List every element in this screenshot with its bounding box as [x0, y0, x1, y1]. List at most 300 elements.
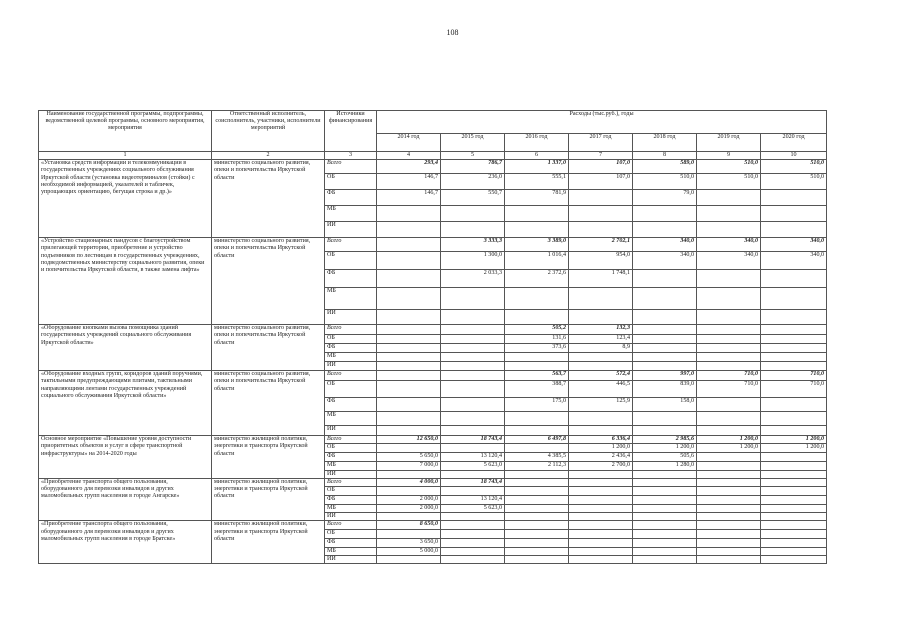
value-cell	[697, 453, 761, 462]
value-cell	[697, 288, 761, 310]
value-cell: 2 033,3	[441, 270, 505, 288]
value-cell	[505, 288, 569, 310]
value-cell: 510,0	[697, 160, 761, 174]
value-cell: 8,9	[569, 344, 633, 353]
header-year: 2016 год	[505, 133, 569, 151]
value-cell: 107,0	[569, 174, 633, 190]
value-cell	[697, 344, 761, 353]
value-cell	[633, 412, 697, 426]
funding-source-cell: ИИ	[325, 513, 377, 521]
funding-source-cell: ФБ	[325, 270, 377, 288]
value-cell	[761, 362, 827, 371]
value-cell	[697, 398, 761, 412]
value-cell: 7 000,0	[377, 462, 441, 470]
value-cell: 563,7	[505, 371, 569, 381]
value-cell	[633, 538, 697, 547]
funding-source-cell: Всего	[325, 436, 377, 444]
value-cell: 1 300,0	[441, 252, 505, 270]
value-cell	[441, 222, 505, 238]
value-cell	[441, 487, 505, 496]
value-cell	[441, 344, 505, 353]
value-cell: 340,0	[697, 252, 761, 270]
header-year: 2017 год	[569, 133, 633, 151]
value-cell	[377, 344, 441, 353]
header-funding-source: Источники финансирования	[325, 111, 377, 152]
value-cell	[761, 222, 827, 238]
funding-source-cell: МБ	[325, 288, 377, 310]
value-cell	[761, 529, 827, 538]
header-year: 2020 год	[761, 133, 827, 151]
value-cell	[441, 521, 505, 529]
value-cell	[377, 412, 441, 426]
value-cell: 550,7	[441, 190, 505, 206]
expenses-table	[38, 110, 827, 564]
value-cell	[377, 288, 441, 310]
value-cell	[697, 470, 761, 478]
value-cell: 2 985,6	[633, 436, 697, 444]
value-cell	[569, 206, 633, 222]
funding-source-cell: ИИ	[325, 362, 377, 371]
table-row	[39, 371, 827, 381]
value-cell	[633, 496, 697, 505]
value-cell	[633, 555, 697, 563]
value-cell	[505, 547, 569, 555]
value-cell	[377, 529, 441, 538]
program-name-cell: «Приобретение транспорта общего пользования, оборудованного для перевозки инвалидов и других маломобильных групп населения в городе Братске»	[39, 521, 212, 564]
funding-source-cell: Всего	[325, 238, 377, 252]
value-cell	[377, 371, 441, 381]
value-cell	[761, 206, 827, 222]
value-cell	[505, 521, 569, 529]
value-cell: 13 120,4	[441, 496, 505, 505]
value-cell	[761, 453, 827, 462]
funding-source-cell: МБ	[325, 206, 377, 222]
funding-source-cell: ФБ	[325, 398, 377, 412]
header-executor: Ответственный исполнитель, соисполнитель, участники, исполнители мероприятий	[212, 111, 325, 152]
value-cell: 2 700,0	[569, 462, 633, 470]
value-cell	[441, 426, 505, 436]
value-cell	[441, 444, 505, 453]
value-cell	[761, 426, 827, 436]
value-cell	[377, 353, 441, 362]
value-cell	[505, 444, 569, 453]
value-cell: 132,3	[569, 325, 633, 335]
value-cell	[569, 547, 633, 555]
value-cell	[697, 478, 761, 486]
value-cell	[377, 487, 441, 496]
column-number: 9	[697, 152, 761, 160]
value-cell: 4 000,0	[377, 478, 441, 486]
value-cell	[633, 222, 697, 238]
value-cell: 997,0	[633, 371, 697, 381]
value-cell: 954,0	[569, 252, 633, 270]
value-cell: 1 200,0	[697, 444, 761, 453]
value-cell	[697, 555, 761, 563]
column-number: 8	[633, 152, 697, 160]
header-year: 2014 год	[377, 133, 441, 151]
value-cell: 510,0	[697, 174, 761, 190]
value-cell	[441, 353, 505, 362]
program-name-cell: «Установка средств информации и телекоммуникации в государственных учреждениях социального обслуживания Иркутской области (установка видеотерминалов (стойки) с необходимой информацией, указателей и табличек, упрощающих ориентацию, бегущая строка и др.)»	[39, 160, 212, 238]
funding-source-cell: ФБ	[325, 538, 377, 547]
funding-source-cell: МБ	[325, 462, 377, 470]
header-year: 2015 год	[441, 133, 505, 151]
value-cell: 2 436,4	[569, 453, 633, 462]
value-cell: 107,0	[569, 160, 633, 174]
value-cell: 555,1	[505, 174, 569, 190]
value-cell	[761, 538, 827, 547]
value-cell	[761, 270, 827, 288]
funding-source-cell: ФБ	[325, 190, 377, 206]
column-numbers-row	[39, 152, 827, 160]
value-cell	[569, 426, 633, 436]
page-number: 108	[446, 28, 459, 37]
funding-source-cell: МБ	[325, 412, 377, 426]
funding-source-cell: Всего	[325, 521, 377, 529]
value-cell	[697, 529, 761, 538]
value-cell	[377, 310, 441, 325]
program-name-cell: «Оборудование входных групп, коридоров зданий поручнями, тактильными предупреждающими плитами, тактильными направляющими лентами государственных учреждений социального обслуживания Иркутской области»	[39, 371, 212, 436]
value-cell	[377, 222, 441, 238]
table-row	[39, 436, 827, 444]
executor-cell: министерство жилищной политики, энергетики и транспорта Иркутской области	[212, 478, 325, 521]
value-cell	[633, 487, 697, 496]
value-cell: 131,6	[505, 335, 569, 344]
value-cell	[761, 462, 827, 470]
value-cell: 5 623,0	[441, 462, 505, 470]
value-cell	[569, 353, 633, 362]
funding-source-cell: ОБ	[325, 381, 377, 398]
table-row	[39, 160, 827, 174]
value-cell: 710,0	[697, 381, 761, 398]
value-cell	[377, 426, 441, 436]
header-year: 2018 год	[633, 133, 697, 151]
value-cell: 6 336,4	[569, 436, 633, 444]
value-cell	[761, 353, 827, 362]
value-cell	[441, 470, 505, 478]
value-cell: 3 389,0	[505, 238, 569, 252]
value-cell	[761, 521, 827, 529]
value-cell	[441, 513, 505, 521]
value-cell	[505, 353, 569, 362]
value-cell: 373,6	[505, 344, 569, 353]
value-cell	[697, 190, 761, 206]
value-cell	[697, 513, 761, 521]
column-number: 10	[761, 152, 827, 160]
value-cell	[441, 310, 505, 325]
value-cell	[761, 288, 827, 310]
value-cell: 18 743,4	[441, 436, 505, 444]
value-cell	[377, 238, 441, 252]
funding-source-cell: Всего	[325, 325, 377, 335]
value-cell	[633, 335, 697, 344]
value-cell	[697, 206, 761, 222]
value-cell: 1 200,0	[761, 436, 827, 444]
value-cell: 2 702,1	[569, 238, 633, 252]
value-cell: 340,0	[761, 238, 827, 252]
value-cell	[441, 412, 505, 426]
value-cell: 6 497,8	[505, 436, 569, 444]
value-cell	[633, 325, 697, 335]
value-cell: 3 650,0	[377, 538, 441, 547]
value-cell: 12 650,0	[377, 436, 441, 444]
value-cell: 340,0	[633, 252, 697, 270]
value-cell	[441, 555, 505, 563]
value-cell	[633, 353, 697, 362]
value-cell: 1 748,1	[569, 270, 633, 288]
value-cell	[633, 478, 697, 486]
value-cell	[761, 496, 827, 505]
funding-source-cell: МБ	[325, 547, 377, 555]
header-expenses: Расходы (тыс.руб.), годы	[377, 111, 827, 134]
value-cell	[441, 288, 505, 310]
value-cell: 1 200,0	[761, 444, 827, 453]
value-cell: 4 385,5	[505, 453, 569, 462]
value-cell: 340,0	[633, 238, 697, 252]
value-cell: 839,0	[633, 381, 697, 398]
value-cell: 589,0	[633, 160, 697, 174]
value-cell: 710,0	[697, 371, 761, 381]
value-cell	[377, 470, 441, 478]
value-cell	[697, 222, 761, 238]
value-cell	[505, 310, 569, 325]
value-cell	[761, 513, 827, 521]
funding-source-cell: ФБ	[325, 453, 377, 462]
value-cell	[505, 513, 569, 521]
funding-source-cell: ОБ	[325, 529, 377, 538]
value-cell: 1 337,0	[505, 160, 569, 174]
value-cell	[633, 547, 697, 555]
value-cell	[633, 362, 697, 371]
value-cell	[377, 325, 441, 335]
executor-cell: министерство социального развития, опеки и попечительства Иркутской области	[212, 160, 325, 238]
value-cell	[697, 462, 761, 470]
value-cell	[569, 288, 633, 310]
value-cell	[569, 555, 633, 563]
value-cell	[377, 335, 441, 344]
value-cell	[697, 487, 761, 496]
value-cell	[761, 412, 827, 426]
value-cell: 293,4	[377, 160, 441, 174]
table-row	[39, 478, 827, 486]
value-cell	[569, 478, 633, 486]
value-cell	[569, 487, 633, 496]
executor-cell: министерство социального развития, опеки и попечительства Иркутской области	[212, 371, 325, 436]
value-cell	[441, 362, 505, 371]
value-cell: 123,4	[569, 335, 633, 344]
value-cell	[633, 310, 697, 325]
value-cell	[569, 538, 633, 547]
value-cell	[569, 310, 633, 325]
value-cell	[761, 505, 827, 513]
value-cell: 505,2	[505, 325, 569, 335]
value-cell	[505, 496, 569, 505]
value-cell	[377, 252, 441, 270]
table-row	[39, 325, 827, 335]
value-cell	[569, 521, 633, 529]
value-cell	[505, 538, 569, 547]
value-cell	[505, 555, 569, 563]
funding-source-cell: МБ	[325, 353, 377, 362]
value-cell: 236,0	[441, 174, 505, 190]
program-name-cell: Основное мероприятие «Повышение уровня доступности приоритетных объектов и услуг в сфере транспортной инфраструктуры» на 2014-2020 годы	[39, 436, 212, 479]
value-cell	[761, 335, 827, 344]
value-cell: 158,0	[633, 398, 697, 412]
value-cell: 8 650,0	[377, 521, 441, 529]
value-cell: 18 743,4	[441, 478, 505, 486]
value-cell	[377, 513, 441, 521]
value-cell	[441, 325, 505, 335]
funding-source-cell: ОБ	[325, 444, 377, 453]
value-cell	[697, 362, 761, 371]
value-cell	[505, 470, 569, 478]
value-cell	[697, 521, 761, 529]
value-cell	[697, 310, 761, 325]
value-cell	[569, 190, 633, 206]
value-cell	[761, 325, 827, 335]
value-cell: 1 200,0	[633, 444, 697, 453]
value-cell	[505, 222, 569, 238]
value-cell	[761, 344, 827, 353]
value-cell	[377, 398, 441, 412]
value-cell: 2 000,0	[377, 496, 441, 505]
value-cell	[633, 529, 697, 538]
value-cell: 1 280,0	[633, 462, 697, 470]
value-cell	[569, 529, 633, 538]
funding-source-cell: ИИ	[325, 426, 377, 436]
value-cell	[377, 555, 441, 563]
value-cell	[633, 470, 697, 478]
value-cell	[569, 222, 633, 238]
value-cell: 340,0	[761, 252, 827, 270]
value-cell	[441, 206, 505, 222]
value-cell	[377, 444, 441, 453]
value-cell: 5 650,0	[377, 453, 441, 462]
funding-source-cell: МБ	[325, 505, 377, 513]
value-cell	[697, 547, 761, 555]
value-cell	[569, 496, 633, 505]
funding-source-cell: ИИ	[325, 470, 377, 478]
value-cell: 786,7	[441, 160, 505, 174]
column-number: 1	[39, 152, 212, 160]
value-cell: 125,9	[569, 398, 633, 412]
value-cell	[569, 513, 633, 521]
column-number: 4	[377, 152, 441, 160]
value-cell	[377, 270, 441, 288]
value-cell	[761, 478, 827, 486]
column-number: 3	[325, 152, 377, 160]
value-cell	[633, 521, 697, 529]
funding-source-cell: ОБ	[325, 335, 377, 344]
value-cell: 781,9	[505, 190, 569, 206]
value-cell	[697, 412, 761, 426]
value-cell	[633, 206, 697, 222]
value-cell	[441, 335, 505, 344]
value-cell: 710,0	[761, 371, 827, 381]
value-cell	[697, 426, 761, 436]
value-cell	[569, 412, 633, 426]
value-cell	[697, 505, 761, 513]
value-cell	[441, 538, 505, 547]
funding-source-cell: ИИ	[325, 310, 377, 325]
value-cell: 510,0	[761, 174, 827, 190]
value-cell: 5 623,0	[441, 505, 505, 513]
funding-source-cell: ОБ	[325, 174, 377, 190]
value-cell: 505,6	[633, 453, 697, 462]
value-cell: 2 000,0	[377, 505, 441, 513]
header-year: 2019 год	[697, 133, 761, 151]
value-cell: 79,0	[633, 190, 697, 206]
value-cell	[377, 381, 441, 398]
value-cell: 340,0	[697, 238, 761, 252]
value-cell	[441, 398, 505, 412]
program-name-cell: «Оборудование кнопками вызова помощника зданий государственных учреждений социального обслуживания Иркутской области»	[39, 325, 212, 371]
value-cell	[633, 288, 697, 310]
value-cell: 510,0	[761, 160, 827, 174]
value-cell	[505, 206, 569, 222]
value-cell: 510,0	[633, 174, 697, 190]
value-cell: 710,0	[761, 381, 827, 398]
executor-cell: министерство жилищной политики, энергетики и транспорта Иркутской области	[212, 521, 325, 564]
funding-source-cell: Всего	[325, 371, 377, 381]
value-cell: 1 016,4	[505, 252, 569, 270]
funding-source-cell: ИИ	[325, 555, 377, 563]
executor-cell: министерство социального развития, опеки и попечительства Иркутской области	[212, 325, 325, 371]
funding-source-cell: ИИ	[325, 222, 377, 238]
value-cell	[505, 478, 569, 486]
executor-cell: министерство жилищной политики, энергетики и транспорта Иркутской области	[212, 436, 325, 479]
value-cell	[761, 555, 827, 563]
program-name-cell: «Приобретение транспорта общего пользования, оборудованного для перевозки инвалидов и других маломобильных групп населения в городе Ангарске»	[39, 478, 212, 521]
value-cell	[633, 513, 697, 521]
header-program-name: Наименование государственной программы, подпрограммы, ведомственной целевой программы, основного мероприятия, мероприятия	[39, 111, 212, 152]
value-cell	[761, 547, 827, 555]
column-number: 2	[212, 152, 325, 160]
value-cell: 13 120,4	[441, 453, 505, 462]
header-row	[39, 111, 827, 134]
value-cell	[633, 505, 697, 513]
value-cell	[761, 470, 827, 478]
value-cell: 572,4	[569, 371, 633, 381]
value-cell	[441, 547, 505, 555]
value-cell	[633, 270, 697, 288]
value-cell: 2 372,6	[505, 270, 569, 288]
value-cell	[441, 529, 505, 538]
value-cell	[633, 426, 697, 436]
value-cell: 146,7	[377, 190, 441, 206]
value-cell	[505, 487, 569, 496]
value-cell	[377, 362, 441, 371]
value-cell	[697, 496, 761, 505]
column-number: 5	[441, 152, 505, 160]
value-cell	[505, 412, 569, 426]
value-cell	[761, 487, 827, 496]
value-cell	[761, 310, 827, 325]
value-cell	[697, 353, 761, 362]
value-cell	[761, 190, 827, 206]
column-number: 7	[569, 152, 633, 160]
value-cell	[505, 529, 569, 538]
funding-source-cell: ФБ	[325, 344, 377, 353]
value-cell	[633, 344, 697, 353]
value-cell	[569, 362, 633, 371]
value-cell: 1 200,0	[569, 444, 633, 453]
value-cell	[441, 381, 505, 398]
funding-source-cell: Всего	[325, 478, 377, 486]
value-cell: 175,0	[505, 398, 569, 412]
value-cell	[697, 538, 761, 547]
executor-cell: министерство социального развития, опеки и попечительства Иркутской области	[212, 238, 325, 325]
